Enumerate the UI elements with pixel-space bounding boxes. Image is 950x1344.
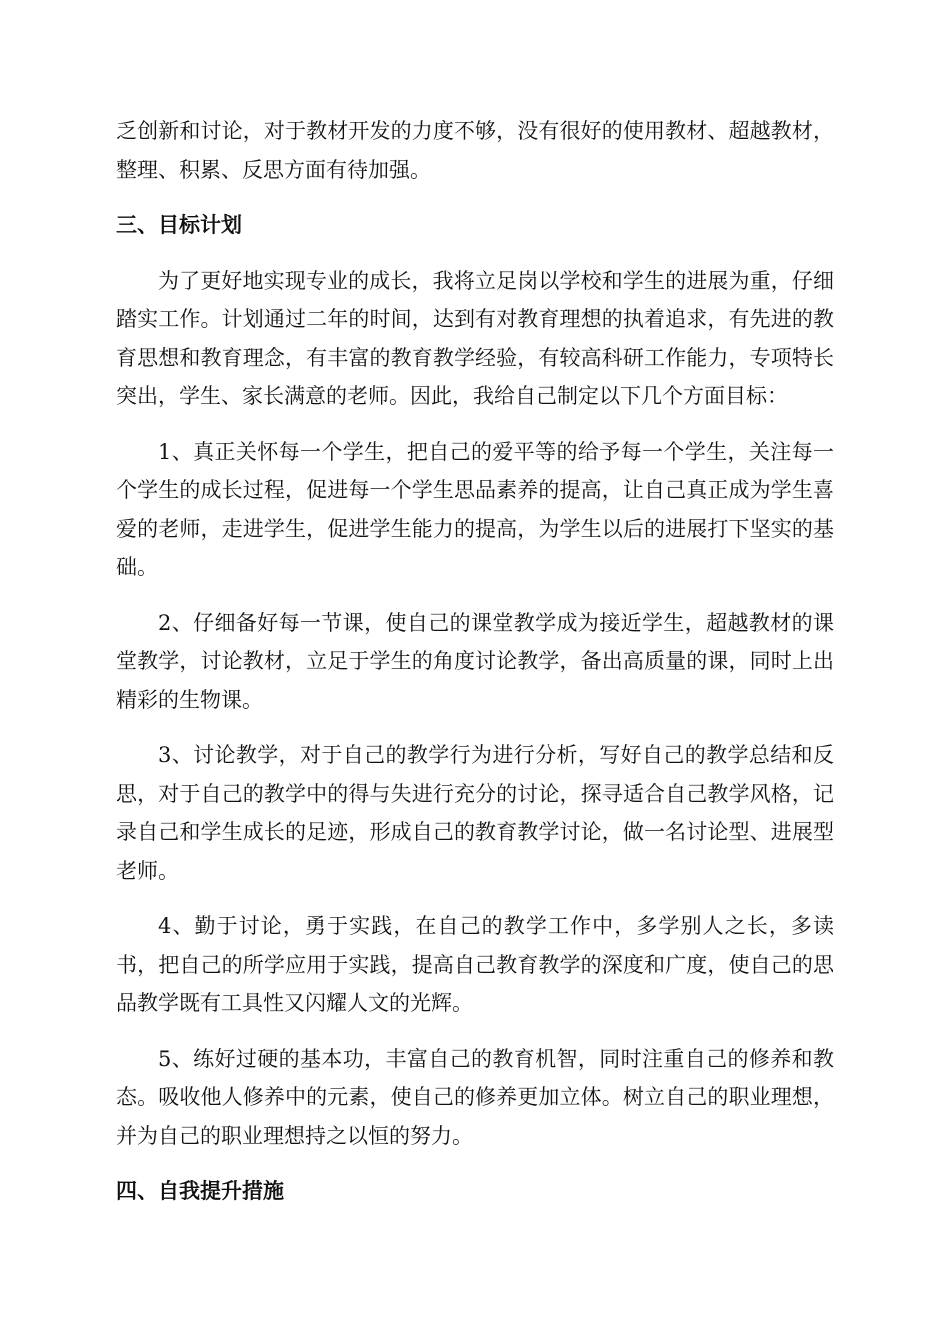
intro-paragraph: 为了更好地实现专业的成长，我将立足岗以学校和学生的进展为重，仔细踏实工作。计划通过二年的时间，达到有对教育理想的执着追求，有先进的教育思想和教育理念，有丰富的教育教学经验，有较高科研工作能力，专项特长突出，学生、家长满意的老师。因此，我给自己制定以下几个方面目标：: [116, 268, 834, 408]
goal-item-2: 2、仔细备好每一节课，使自己的课堂教学成为接近学生，超越教材的课堂教学，讨论教材，立足于学生的角度讨论教学，备出高质量的课，同时上出精彩的生物课。: [116, 610, 834, 712]
continuation-paragraph: 乏创新和讨论，对于教材开发的力度不够，没有很好的使用教材、超越教材，整理、积累、反思方面有待加强。: [116, 119, 834, 182]
goal-item-1: 1、真正关怀每一个学生，把自己的爱平等的给予每一个学生，关注每一个学生的成长过程，促进每一个学生思品素养的提高，让自己真正成为学生喜爱的老师，走进学生，促进学生能力的提高，为学生以后的进展打下坚实的基础。: [116, 439, 834, 579]
goal-item-3: 3、讨论教学，对于自己的教学行为进行分析，写好自己的教学总结和反思，对于自己的教学中的得与失进行充分的讨论，探寻适合自己教学风格，记录自己和学生成长的足迹，形成自己的教育教学讨论，做一名讨论型、进展型老师。: [116, 743, 834, 883]
section-heading-goals: 三、目标计划: [116, 213, 242, 237]
document-page: [116, 112, 834, 1228]
goal-item-5: 5、练好过硬的基本功，丰富自己的教育机智，同时注重自己的修养和教态。吸收他人修养中的元素，使自己的修养更加立体。树立自己的职业理想，并为自己的职业理想持之以恒的努力。: [116, 1046, 834, 1148]
section-heading-measures: 四、自我提升措施: [116, 1179, 284, 1203]
goal-item-4: 4、勤于讨论，勇于实践，在自己的教学工作中，多学别人之长，多读书，把自己的所学应用于实践，提高自己教育教学的深度和广度，使自己的思品教学既有工具性又闪耀人文的光辉。: [116, 914, 834, 1015]
